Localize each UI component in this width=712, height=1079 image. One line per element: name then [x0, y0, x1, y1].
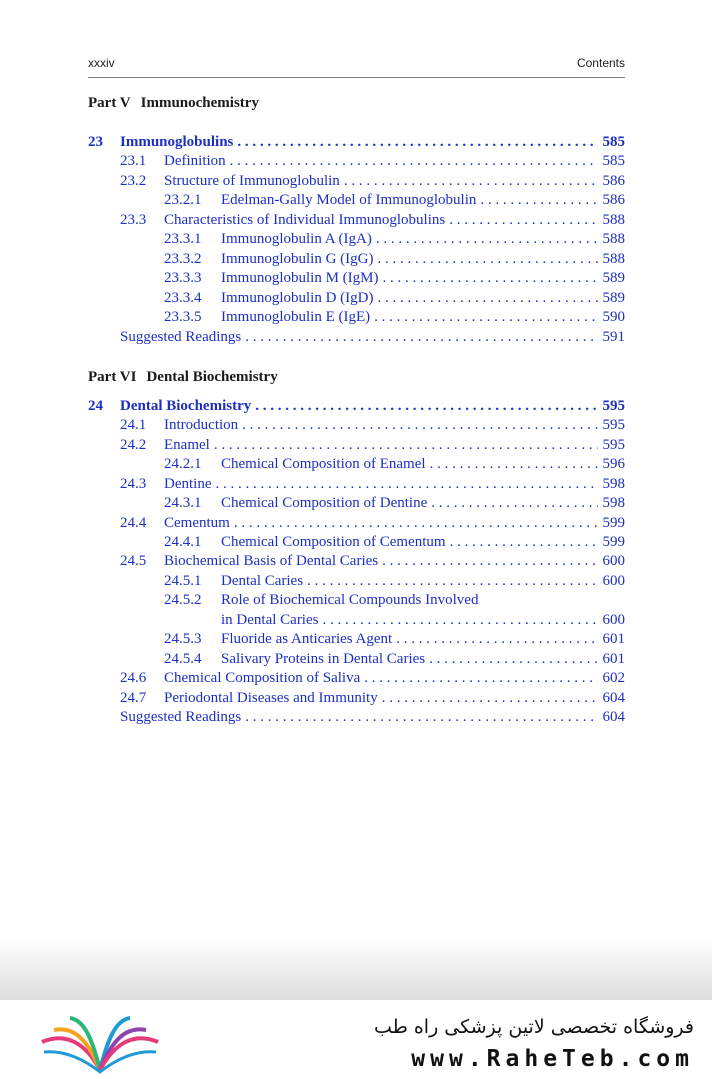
toc-suggested-readings-23[interactable] — [120, 328, 625, 347]
toc-subsection-24-5-2[interactable] — [164, 591, 625, 610]
dot-leader — [382, 552, 597, 571]
dot-leader — [234, 514, 598, 533]
toc-subsection-24-2-1[interactable] — [164, 455, 625, 474]
entry-title: Edelman-Gally Model of Immunoglobulin — [221, 192, 477, 208]
part-name: Dental Biochemistry — [146, 369, 278, 385]
toc-subsection-23-3-3[interactable] — [164, 269, 625, 288]
entry-number: 24 — [88, 398, 103, 414]
part-heading — [88, 369, 278, 386]
entry-title: Dental Biochemistry — [120, 398, 252, 414]
entry-page: 590 — [602, 309, 625, 325]
dot-leader — [377, 289, 597, 308]
entry-number: 23.3.1 — [164, 231, 202, 247]
entry-page: 600 — [602, 612, 625, 628]
entry-title: Dental Caries — [221, 573, 304, 589]
running-header — [88, 56, 625, 76]
entry-page: 595 — [602, 417, 625, 433]
entry-number: 24.5.1 — [164, 573, 202, 589]
entry-title: Role of Biochemical Compounds Involved — [221, 592, 479, 608]
entry-number: 24.2.1 — [164, 456, 202, 472]
dot-leader — [237, 133, 597, 152]
dot-leader — [429, 650, 597, 669]
entry-number: 23.3.3 — [164, 270, 202, 286]
entry-number: 24.6 — [120, 670, 147, 686]
dot-leader — [215, 475, 597, 494]
entry-page: 601 — [602, 631, 625, 647]
dot-leader — [431, 494, 597, 513]
entry-number: 24.5 — [120, 553, 147, 569]
page-shadow — [0, 940, 712, 1002]
dot-leader — [376, 230, 598, 249]
entry-title: Immunoglobulin D (IgD) — [221, 290, 374, 306]
running-title: Contents — [576, 56, 625, 70]
entry-title: Immunoglobulin E (IgE) — [221, 309, 371, 325]
toc-subsection-24-5-3[interactable] — [164, 630, 625, 649]
entry-page: 586 — [602, 192, 625, 208]
entry-page: 595 — [602, 398, 625, 414]
dot-leader — [230, 152, 598, 171]
entry-number: 24.2 — [120, 437, 147, 453]
entry-page: 600 — [602, 573, 625, 589]
toc-section-24-7[interactable] — [120, 689, 625, 708]
toc-section-24-3[interactable] — [120, 475, 625, 494]
entry-title: Immunoglobulin G (IgG) — [221, 251, 374, 267]
toc-subsection-24-3-1[interactable] — [164, 494, 625, 513]
entry-page: 588 — [602, 251, 625, 267]
page-number: xxxiv — [88, 56, 115, 70]
shop-name: فروشگاه تخصصی لاتین پزشکی راه طب — [374, 1016, 694, 1038]
entry-number: 23.3.5 — [164, 309, 202, 325]
entry-number: 24.7 — [120, 690, 147, 706]
toc-section-24-4[interactable] — [120, 514, 625, 533]
entry-title: Cementum — [164, 515, 230, 531]
dot-leader — [344, 172, 598, 191]
part-heading — [88, 95, 259, 112]
toc-section-23-2[interactable] — [120, 172, 625, 191]
toc-section-24-5[interactable] — [120, 552, 625, 571]
part-label: Part V — [88, 95, 131, 111]
entry-title: Immunoglobulin M (IgM) — [221, 270, 379, 286]
entry-title: Chemical Composition of Saliva — [164, 670, 361, 686]
dot-leader — [383, 269, 598, 288]
entry-page: 585 — [602, 134, 625, 150]
dot-leader — [480, 191, 597, 210]
entry-title: Enamel — [164, 437, 210, 453]
entry-number: 24.3.1 — [164, 495, 202, 511]
entry-page: 598 — [602, 476, 625, 492]
entry-title: Characteristics of Individual Immunoglobulins — [164, 212, 446, 228]
toc-section-24-2[interactable] — [120, 436, 625, 455]
entry-title: Structure of Immunoglobulin — [164, 173, 340, 189]
toc-subsection-23-3-2[interactable] — [164, 250, 625, 269]
part-label: Part VI — [88, 369, 137, 385]
entry-title: Chemical Composition of Cementum — [221, 534, 446, 550]
entry-title: Suggested Readings — [120, 709, 242, 725]
toc-chapter-24[interactable] — [88, 397, 625, 416]
entry-title: Fluoride as Anticaries Agent — [221, 631, 393, 647]
dot-leader — [255, 397, 597, 416]
entry-number: 23.3.4 — [164, 290, 202, 306]
toc-subsection-24-5-1[interactable] — [164, 572, 625, 591]
entry-page: 604 — [602, 690, 625, 706]
entry-title: Immunoglobulins — [120, 134, 234, 150]
entry-number: 24.5.2 — [164, 592, 202, 608]
entry-number: 23.3.2 — [164, 251, 202, 267]
dot-leader — [377, 250, 597, 269]
entry-page: 598 — [602, 495, 625, 511]
entry-number: 24.1 — [120, 417, 147, 433]
entry-page: 589 — [602, 290, 625, 306]
entry-title: Dentine — [164, 476, 212, 492]
dot-leader — [449, 211, 597, 230]
entry-page: 588 — [602, 231, 625, 247]
toc-suggested-readings-24[interactable] — [120, 708, 625, 727]
entry-title: Periodontal Diseases and Immunity — [164, 690, 378, 706]
entry-title: Salivary Proteins in Dental Caries — [221, 651, 426, 667]
entry-number: 23.1 — [120, 153, 147, 169]
entry-title: Definition — [164, 153, 226, 169]
dot-leader — [322, 611, 597, 630]
entry-page: 599 — [602, 515, 625, 531]
entry-page: 604 — [602, 709, 625, 725]
toc-subsection-24-5-2-continued[interactable] — [221, 611, 625, 630]
dot-leader — [245, 708, 597, 727]
dot-leader — [245, 328, 597, 347]
entry-page: 602 — [602, 670, 625, 686]
dot-leader — [242, 416, 597, 435]
toc-section-24-6[interactable] — [120, 669, 625, 688]
toc-subsection-23-3-4[interactable] — [164, 289, 625, 308]
entry-number: 24.4 — [120, 515, 147, 531]
entry-page: 588 — [602, 212, 625, 228]
part-name: Immunochemistry — [140, 95, 259, 111]
entry-page: 599 — [602, 534, 625, 550]
dot-leader — [214, 436, 598, 455]
shop-url[interactable]: www.RaheTeb.com — [411, 1046, 694, 1072]
entry-number: 23.2.1 — [164, 192, 202, 208]
entry-number: 24.5.3 — [164, 631, 202, 647]
entry-number: 23 — [88, 134, 103, 150]
entry-number: 24.4.1 — [164, 534, 202, 550]
entry-title: Chemical Composition of Dentine — [221, 495, 428, 511]
entry-page: 600 — [602, 553, 625, 569]
toc-section-23-1[interactable] — [120, 152, 625, 171]
toc-chapter-23[interactable] — [88, 133, 625, 152]
dot-leader — [382, 689, 598, 708]
entry-title: Immunoglobulin A (IgA) — [221, 231, 372, 247]
entry-number: 23.3 — [120, 212, 147, 228]
entry-title: Biochemical Basis of Dental Caries — [164, 553, 379, 569]
entry-page: 586 — [602, 173, 625, 189]
toc-subsection-23-3-5[interactable] — [164, 308, 625, 327]
book-logo-icon — [40, 1012, 160, 1074]
dot-leader — [307, 572, 597, 591]
toc-subsection-23-3-1[interactable] — [164, 230, 625, 249]
header-rule — [88, 77, 625, 78]
entry-page: 596 — [602, 456, 625, 472]
toc-section-23-3[interactable] — [120, 211, 625, 230]
toc-subsection-24-5-4[interactable] — [164, 650, 625, 669]
entry-title: Chemical Composition of Enamel — [221, 456, 426, 472]
entry-page: 595 — [602, 437, 625, 453]
dot-leader — [364, 669, 597, 688]
entry-number: 24.3 — [120, 476, 147, 492]
entry-page: 585 — [602, 153, 625, 169]
dot-leader — [450, 533, 598, 552]
toc-subsection-24-4-1[interactable] — [164, 533, 625, 552]
watermark-banner — [0, 1000, 712, 1079]
entry-number: 23.2 — [120, 173, 147, 189]
entry-number: 24.5.4 — [164, 651, 202, 667]
toc-section-24-1[interactable] — [120, 416, 625, 435]
entry-page: 591 — [602, 329, 625, 345]
toc-subsection-23-2-1[interactable] — [164, 191, 625, 210]
dot-leader — [374, 308, 597, 327]
entry-page: 601 — [602, 651, 625, 667]
dot-leader — [396, 630, 597, 649]
entry-title: Suggested Readings — [120, 329, 242, 345]
entry-title: in Dental Caries — [221, 612, 319, 628]
entry-title: Introduction — [164, 417, 239, 433]
dot-leader — [430, 455, 598, 474]
entry-page: 589 — [602, 270, 625, 286]
